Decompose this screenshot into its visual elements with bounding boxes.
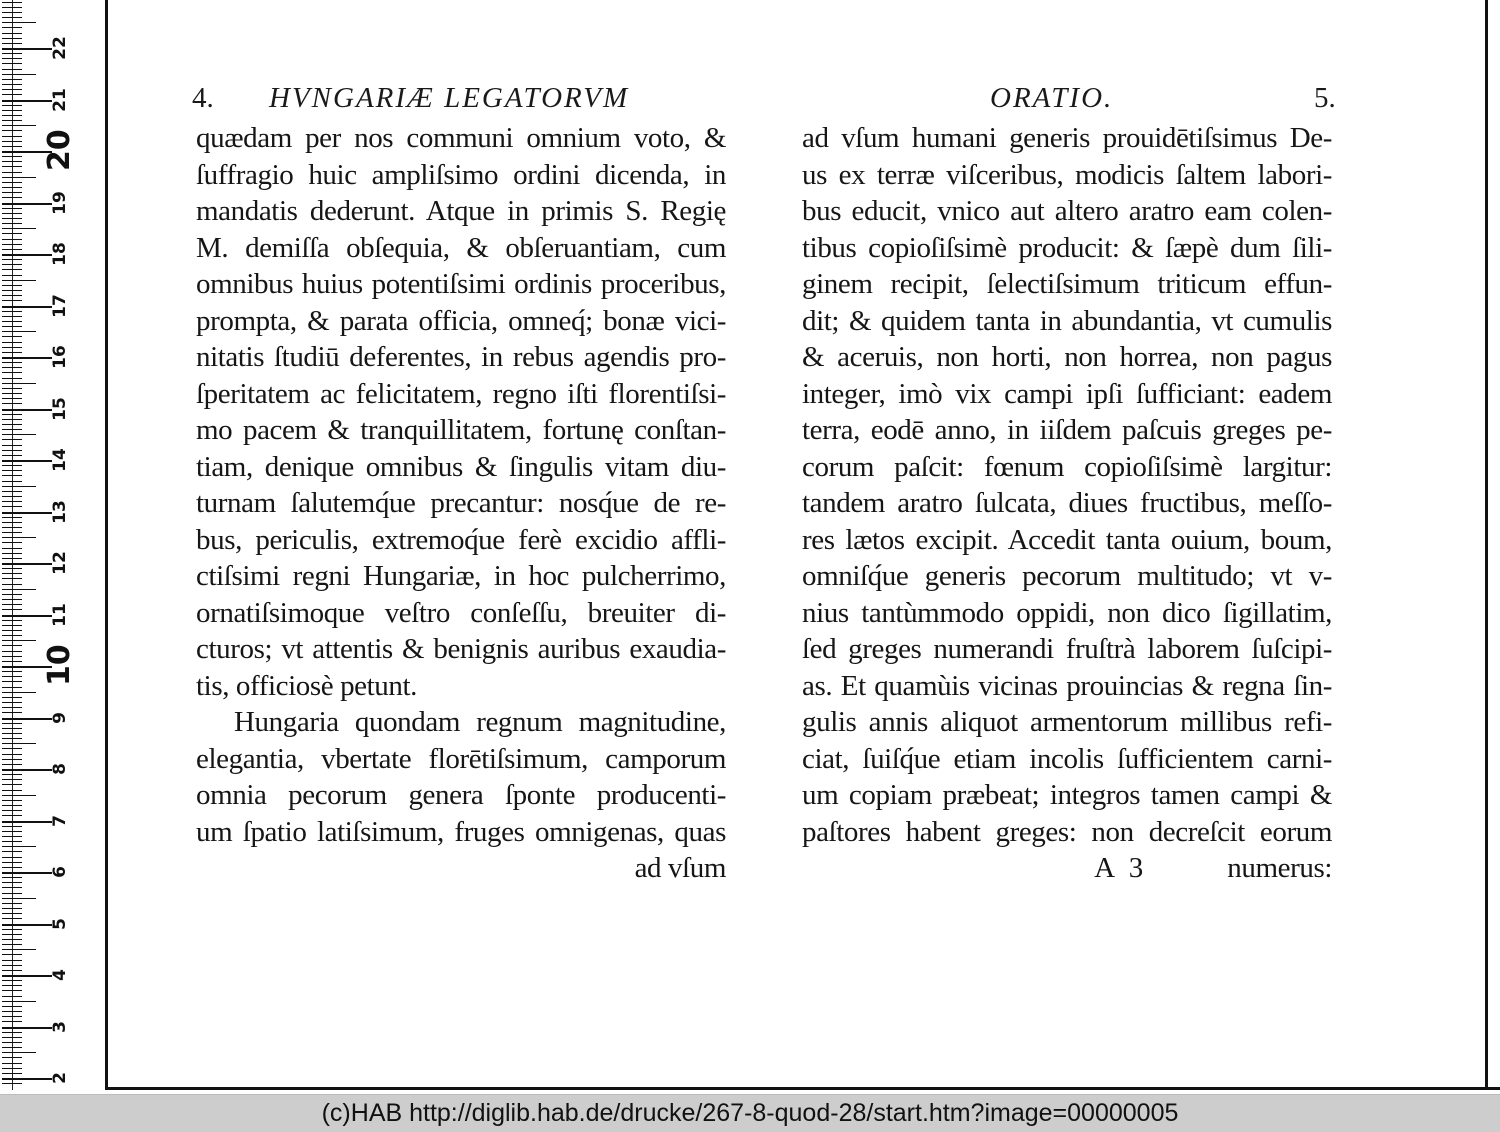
text-line: tiam, denique omnibus & ſingulis vitam diu- <box>196 450 726 483</box>
ruler-tick <box>2 795 36 796</box>
ruler-tick <box>2 43 22 44</box>
text-line: bus educit, vnico aut altero aratro eam colen- <box>802 195 1332 227</box>
ruler-tick <box>2 58 22 59</box>
text-line: paſtores habent greges: non decreſcit eorum <box>802 815 1332 848</box>
ruler-tick <box>2 7 22 8</box>
ruler-tick <box>2 805 22 806</box>
text-line: integer, imò vix campi ipſi ſufficiant: eadem <box>802 377 1332 410</box>
ruler-tick <box>2 604 22 605</box>
ruler-tick <box>2 640 36 641</box>
ruler-number: 11 <box>50 602 70 627</box>
left-running-head <box>192 82 629 115</box>
text-line: tibus copioſiſsimè producit: & ſæpè dum ſili- <box>802 231 1332 264</box>
ruler-tick <box>2 352 22 353</box>
ruler-tick <box>2 542 22 543</box>
ruler-tick <box>2 239 22 240</box>
ruler-tick <box>2 846 36 847</box>
ruler-tick <box>2 1032 22 1033</box>
ruler-tick <box>2 161 22 162</box>
ruler-tick <box>2 295 22 296</box>
ruler-tick <box>2 79 22 80</box>
text-line: M. demiſſa obſequia, & obſeruantiam, cum <box>196 231 726 264</box>
text-line: ginem recipit, ſelectiſsimum triticum effun- <box>802 268 1332 300</box>
ruler-tick <box>2 681 22 682</box>
ruler-tick <box>2 671 22 672</box>
text-line: cturos; vt attentis & benignis auribus exaudia- <box>196 633 726 665</box>
ruler-tick <box>2 321 22 322</box>
ruler-tick <box>2 156 22 157</box>
ruler-tick <box>2 1011 22 1012</box>
ruler-tick <box>2 692 36 693</box>
ruler-tick <box>2 33 22 34</box>
ruler-tick <box>2 882 22 883</box>
ruler-tick <box>2 481 22 482</box>
ruler-tick <box>2 290 22 291</box>
ruler-tick <box>2 331 36 332</box>
ruler-tick <box>2 326 22 327</box>
signature-catchword-line <box>802 850 1332 887</box>
ruler-tick <box>2 707 22 708</box>
signature-mark: A 3 <box>1094 852 1148 884</box>
ruler-tick <box>2 887 22 888</box>
measuring-ruler <box>0 0 108 1090</box>
left-page-number: 4. <box>192 82 214 114</box>
text-line: bus, periculis, extremoq́ue ferè excidio affli- <box>196 523 726 556</box>
ruler-tick <box>2 475 22 476</box>
ruler-tick <box>2 568 22 569</box>
ruler-tick <box>2 336 22 337</box>
ruler-tick <box>2 419 22 420</box>
ruler-tick <box>2 208 22 209</box>
ruler-tick <box>2 1016 22 1017</box>
ruler-edge-strip <box>2 0 13 1090</box>
ruler-tick <box>2 398 22 399</box>
text-line: dit; & quidem tanta in abundantia, vt cumulis <box>802 304 1332 337</box>
ruler-tick <box>2 465 22 466</box>
ruler-tick <box>2 687 22 688</box>
ruler-tick <box>2 1047 22 1048</box>
ruler-tick <box>2 280 36 281</box>
ruler-tick <box>2 723 22 724</box>
ruler-tick <box>2 264 22 265</box>
ruler-number: 15 <box>50 396 70 421</box>
text-line: ſed greges numerandi fruſtrà laborem ſuſcipi- <box>802 633 1332 665</box>
ruler-number: 6 <box>50 866 70 878</box>
ruler-tick <box>2 259 22 260</box>
ruler-number: 7 <box>50 814 70 827</box>
ruler-tick <box>2 172 22 173</box>
ruler-tick <box>2 851 22 852</box>
ruler-tick <box>2 898 36 899</box>
ruler-tick <box>2 177 36 178</box>
ruler-tick <box>2 589 36 590</box>
ruler-tick <box>2 506 22 507</box>
ruler-tick <box>2 63 22 64</box>
text-line: quædam per nos communi omnium voto, & <box>196 122 726 154</box>
ruler-tick <box>2 244 22 245</box>
ruler-tick <box>2 228 36 229</box>
ruler-tick <box>2 388 22 389</box>
ruler-tick <box>2 954 22 955</box>
ruler-tick <box>2 378 22 379</box>
text-line: mo pacem & tranquillitatem, fortunę conſtan- <box>196 414 726 446</box>
catchword: ad vſum <box>634 852 726 884</box>
ruler-tick <box>2 1042 22 1043</box>
ruler-number: 13 <box>50 499 70 524</box>
text-line: omnia pecorum genera ſponte producenti- <box>196 779 726 811</box>
ruler-tick <box>2 748 22 749</box>
ruler-tick <box>2 790 22 791</box>
text-line: gulis annis aliquot armentorum millibus refi- <box>802 706 1332 738</box>
ruler-tick <box>2 877 22 878</box>
ruler-tick <box>2 269 22 270</box>
ruler-tick <box>2 218 22 219</box>
ruler-tick <box>2 1001 36 1002</box>
ruler-tick <box>2 311 22 312</box>
ruler-number: 4 <box>50 969 70 981</box>
ruler-tick <box>2 166 22 167</box>
right-page-number: 5. <box>1314 82 1336 114</box>
ruler-tick <box>2 12 22 13</box>
ruler-tick <box>2 22 36 23</box>
source-footer: (c)HAB http://diglib.hab.de/drucke/267-8-quod-28/start.htm?image=00000005 <box>0 1094 1500 1132</box>
ruler-number: 8 <box>50 763 70 775</box>
ruler-tick <box>2 738 22 739</box>
ruler-tick <box>2 620 22 621</box>
ruler-tick <box>2 573 22 574</box>
ruler-tick <box>2 130 22 131</box>
text-line: corum paſcit: fœnum copioſiſsimè largitur: <box>802 450 1332 483</box>
ruler-tick <box>2 136 22 137</box>
page-bottom-edge <box>108 1087 1500 1090</box>
ruler-tick <box>2 759 22 760</box>
ruler-tick <box>2 949 36 950</box>
text-line: um ſpatio latiſsimum, fruges omnigenas, quas <box>196 815 726 848</box>
ruler-tick <box>2 125 36 126</box>
ruler-number: 19 <box>50 190 70 215</box>
text-line: prompta, & parata officia, omneq́; bonæ vici- <box>196 304 726 337</box>
ruler-tick <box>2 965 22 966</box>
ruler-tick <box>2 517 22 518</box>
text-line: res lætos excipit. Accedit tanta ouium, boum, <box>802 523 1332 556</box>
ruler-tick <box>2 445 22 446</box>
ruler-tick <box>2 27 22 28</box>
ruler-tick <box>2 233 22 234</box>
ruler-tick <box>2 439 22 440</box>
ruler-number: 14 <box>50 448 70 472</box>
ruler-tick <box>2 285 22 286</box>
ruler-tick <box>2 594 22 595</box>
text-line: ſuffragio huic ampliſsimo ordini dicenda, in <box>196 158 726 191</box>
ruler-tick <box>2 558 22 559</box>
ruler-tick <box>2 105 22 106</box>
text-line: um copiam præbeat; integros tamen campi & <box>802 779 1332 811</box>
ruler-tick <box>2 383 36 384</box>
ruler-tick <box>2 300 22 301</box>
ruler-tick <box>2 429 22 430</box>
ruler-tick <box>2 110 22 111</box>
ruler-tick <box>2 929 22 930</box>
ruler-tick <box>2 831 22 832</box>
ruler-tick <box>2 996 22 997</box>
ruler-tick <box>2 1068 22 1069</box>
ruler-tick <box>2 403 22 404</box>
ruler-tick <box>2 939 22 940</box>
ruler-tick <box>2 656 22 657</box>
right-running-title: ORATIO. <box>990 82 1114 114</box>
ruler-tick <box>2 424 22 425</box>
ruler-tick <box>2 74 36 75</box>
ruler-tick <box>2 908 22 909</box>
ruler-tick <box>2 784 22 785</box>
text-line: nius tantùmmodo oppidi, non dico ſigillatim, <box>802 596 1332 629</box>
page-right-edge <box>1485 0 1488 1090</box>
ruler-number: 20 <box>42 129 77 171</box>
ruler-tick <box>2 913 22 914</box>
ruler-tick <box>2 630 22 631</box>
ruler-number: 2 <box>50 1072 70 1084</box>
ruler-tick <box>2 918 22 919</box>
ruler-number: 12 <box>50 551 70 575</box>
ruler-tick <box>2 532 22 533</box>
text-line: as. Et quamùis vicinas prouincias & regna ſin- <box>802 669 1332 702</box>
right-page-text <box>802 120 1332 887</box>
ruler-tick <box>2 2 22 3</box>
ruler-tick <box>2 527 22 528</box>
text-line: ſperitatem ac felicitatem, regno iſti florentiſsi- <box>196 377 726 410</box>
text-line: mandatis dederunt. Atque in primis S. Regię <box>196 195 726 227</box>
text-line: Hungaria quondam regnum magnitudine, <box>234 706 726 738</box>
ruler-tick <box>2 1006 22 1007</box>
ruler-tick <box>2 367 22 368</box>
ruler-tick <box>2 213 22 214</box>
text-line: nitatis ſtudiū deferentes, in rebus agendis pro- <box>196 341 726 373</box>
text-line: turnam ſalutemq́ue precantur: nosq́ue de re- <box>196 487 726 519</box>
ruler-tick <box>2 815 22 816</box>
text-line: omnibus huius potentiſsimi ordinis proceribus, <box>196 268 726 300</box>
catchword: numerus: <box>1227 852 1332 884</box>
ruler-tick <box>2 553 22 554</box>
ruler-tick <box>2 1063 22 1064</box>
ruler-tick <box>2 501 22 502</box>
text-line: ctiſsimi regni Hungariæ, in hoc pulcherrimo, <box>196 560 726 592</box>
text-line: tis, officiosè petunt. <box>196 669 418 702</box>
ruler-tick <box>2 316 22 317</box>
ruler-number: 22 <box>50 36 70 60</box>
ruler-tick <box>2 522 22 523</box>
ruler-tick <box>2 661 22 662</box>
ruler-tick <box>2 347 22 348</box>
ruler-tick <box>2 578 22 579</box>
ruler-tick <box>2 187 22 188</box>
ruler-tick <box>2 53 22 54</box>
ruler-tick <box>2 486 36 487</box>
ruler-tick <box>2 1073 22 1074</box>
ruler-tick <box>2 1021 22 1022</box>
ruler-tick <box>2 414 22 415</box>
ruler-tick <box>2 496 22 497</box>
text-line: ornatiſsimoque veſtro conſeſſu, breuiter di- <box>196 596 726 629</box>
ruler-tick <box>2 94 22 95</box>
ruler-tick <box>2 651 22 652</box>
text-line: terra, eodē anno, in iiſdem paſcuis greges pe- <box>802 414 1332 446</box>
ruler-tick <box>2 985 22 986</box>
ruler-tick <box>2 810 22 811</box>
ruler-tick <box>2 754 22 755</box>
ruler-tick <box>2 275 22 276</box>
ruler-tick <box>2 625 22 626</box>
ruler-tick <box>2 934 22 935</box>
ruler-tick <box>2 764 22 765</box>
left-page-text <box>196 120 726 887</box>
ruler-tick <box>2 120 22 121</box>
ruler-tick <box>2 342 22 343</box>
ruler-tick <box>2 470 22 471</box>
ruler-tick <box>2 676 22 677</box>
ruler-tick <box>2 712 22 713</box>
ruler-tick <box>2 836 22 837</box>
ruler-tick <box>2 779 22 780</box>
ruler-tick <box>2 980 22 981</box>
ruler-tick <box>2 223 22 224</box>
ruler-tick <box>2 17 22 18</box>
ruler-tick <box>2 192 22 193</box>
ruler-tick <box>2 115 22 116</box>
ruler-tick <box>2 362 22 363</box>
ruler-tick <box>2 146 22 147</box>
ruler-number: 10 <box>42 644 77 686</box>
ruler-tick <box>2 1037 22 1038</box>
ruler-number: 21 <box>50 87 70 112</box>
ruler-tick <box>2 38 22 39</box>
ruler-tick <box>2 537 36 538</box>
ruler-tick <box>2 800 22 801</box>
text-line: omniſq́ue generis pecorum multitudo; vt v- <box>802 560 1332 592</box>
ruler-tick <box>2 609 22 610</box>
ruler-tick <box>2 1083 22 1084</box>
ruler-tick <box>2 903 22 904</box>
ruler-tick <box>2 455 22 456</box>
ruler-tick <box>2 867 22 868</box>
ruler-tick <box>2 450 22 451</box>
ruler-tick <box>2 141 22 142</box>
text-line: elegantia, vbertate florētiſsimum, camporum <box>196 742 726 775</box>
ruler-tick <box>2 826 22 827</box>
ruler-tick <box>2 89 22 90</box>
ruler-number: 3 <box>50 1020 70 1033</box>
ruler-tick <box>2 990 22 991</box>
ruler-tick <box>2 702 22 703</box>
ruler-tick <box>2 960 22 961</box>
text-line: us ex terræ viſceribus, modicis ſaltem labori- <box>802 158 1332 191</box>
ruler-tick <box>2 645 22 646</box>
ruler-tick <box>2 944 22 945</box>
text-line: ad vſum humani generis prouidētiſsimus De- <box>802 122 1332 154</box>
ruler-tick <box>2 434 36 435</box>
ruler-tick <box>2 393 22 394</box>
ruler-tick <box>2 84 22 85</box>
ruler-number: 5 <box>50 917 70 930</box>
ruler-tick <box>2 197 22 198</box>
ruler-tick <box>2 1057 22 1058</box>
ruler-number: 18 <box>50 242 70 266</box>
ruler-tick <box>2 548 22 549</box>
text-line: & aceruis, non horti, non horrea, non pagus <box>802 341 1332 373</box>
ruler-tick <box>2 841 22 842</box>
ruler-tick <box>2 182 22 183</box>
ruler-tick <box>2 728 22 729</box>
ruler-tick <box>2 1052 36 1053</box>
text-line: ciat, ſuiſq́ue etiam incolis ſufficientem carni- <box>802 742 1332 775</box>
ruler-tick <box>2 584 22 585</box>
ruler-tick <box>2 862 22 863</box>
ruler-tick <box>2 893 22 894</box>
ruler-tick <box>2 857 22 858</box>
ruler-tick <box>2 599 22 600</box>
text-line: tandem aratro ſulcata, diues fructibus, meſſo- <box>802 487 1332 519</box>
ruler-tick <box>2 69 22 70</box>
ruler-tick <box>2 697 22 698</box>
ruler-tick <box>2 733 22 734</box>
ruler-number: 9 <box>50 711 70 724</box>
ruler-tick <box>2 774 22 775</box>
ruler-tick <box>2 635 22 636</box>
ruler-tick <box>2 249 22 250</box>
ruler-number: 17 <box>50 293 70 318</box>
ruler-tick <box>2 491 22 492</box>
ruler-tick <box>2 970 22 971</box>
left-running-title: HVNGARIÆ LEGATORVM <box>269 82 630 114</box>
ruler-tick <box>2 743 36 744</box>
ruler-tick <box>2 372 22 373</box>
ruler-number: 16 <box>50 345 70 369</box>
